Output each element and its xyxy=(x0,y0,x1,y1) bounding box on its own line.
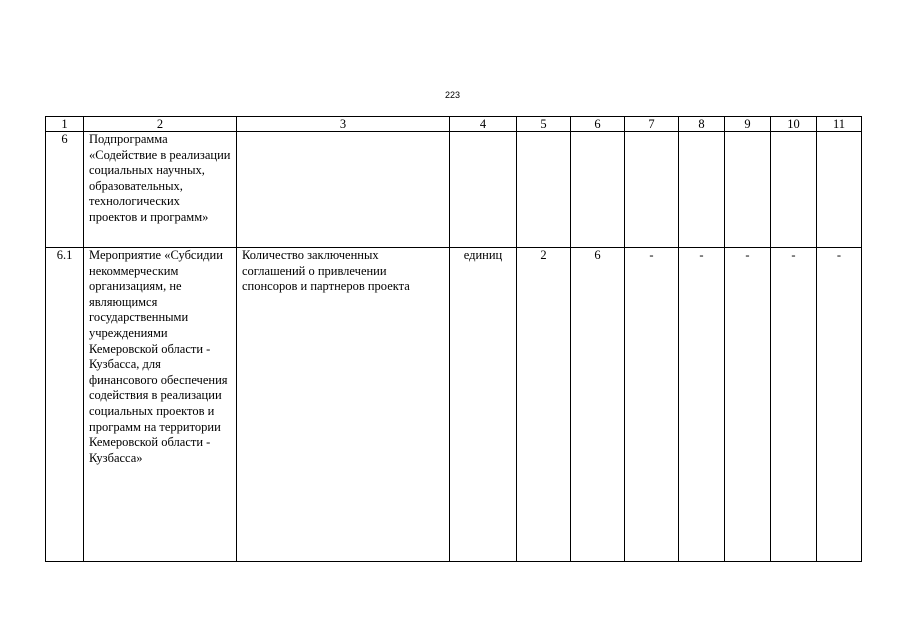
value-cell: 2 xyxy=(517,248,571,562)
value-cell: - xyxy=(625,248,679,562)
column-header: 1 xyxy=(46,117,84,132)
value-cell xyxy=(817,132,862,248)
column-header: 9 xyxy=(725,117,771,132)
value-cell xyxy=(771,132,817,248)
indicator-cell xyxy=(237,132,450,248)
unit-cell: единиц xyxy=(450,248,517,562)
page-number: 223 xyxy=(444,90,461,100)
value-cell xyxy=(517,132,571,248)
column-header: 3 xyxy=(237,117,450,132)
table-row xyxy=(46,248,862,562)
value-cell xyxy=(571,132,625,248)
value-cell: - xyxy=(679,248,725,562)
value-cell: - xyxy=(771,248,817,562)
column-header: 6 xyxy=(571,117,625,132)
row-number-cell: 6 xyxy=(46,132,84,248)
value-cell: - xyxy=(817,248,862,562)
program-indicators-table xyxy=(45,116,862,562)
row-number-cell: 6.1 xyxy=(46,248,84,562)
table-row xyxy=(46,132,862,248)
column-header: 11 xyxy=(817,117,862,132)
column-header: 5 xyxy=(517,117,571,132)
program-name-cell: Подпрограмма «Содействие в реализации социальных научных, образовательных, технологических проектов и программ» xyxy=(84,132,237,248)
column-header: 4 xyxy=(450,117,517,132)
value-cell xyxy=(625,132,679,248)
column-number-row xyxy=(46,117,862,132)
value-cell xyxy=(725,132,771,248)
unit-cell xyxy=(450,132,517,248)
column-header: 10 xyxy=(771,117,817,132)
indicator-cell: Количество заключенных соглашений о привлечении спонсоров и партнеров проекта xyxy=(237,248,450,562)
value-cell xyxy=(679,132,725,248)
value-cell: - xyxy=(725,248,771,562)
program-name-cell: Мероприятие «Субсидии некоммерческим организациям, не являющимся государственными учреждениями Кемеровской области - Кузбасса, для финансового обеспечения содействия в реализации социальных проектов и программ на территории Кемеровской области - Кузбасса» xyxy=(84,248,237,562)
value-cell: 6 xyxy=(571,248,625,562)
column-header: 7 xyxy=(625,117,679,132)
column-header: 2 xyxy=(84,117,237,132)
column-header: 8 xyxy=(679,117,725,132)
